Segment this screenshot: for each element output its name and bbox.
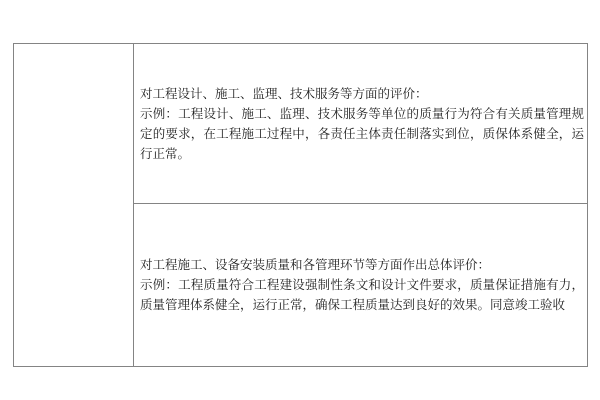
evaluation-column — [134, 44, 587, 366]
merged-label-cell — [14, 44, 134, 366]
evaluation-cell-overall-quality — [134, 204, 587, 366]
evaluation-cell-design-services — [134, 44, 587, 204]
evaluation-example-text: 示例：工程设计、施工、监理、技术服务等单位的质量行为符合有关质量管理规定的要求，在工程施工过程中，各责任主体责任制落实到位，质保体系健全，运行正常。 — [140, 105, 584, 161]
evaluation-title: 对工程施工、设备安装质量和各管理环节等方面作出总体评价： — [140, 257, 491, 272]
evaluation-table — [13, 43, 588, 367]
evaluation-example-text: 示例：工程质量符合工程建设强制性条文和设计文件要求，质量保证措施有力，质量管理体系健全，运行正常，确保工程质量达到良好的效果。同意竣工验收 — [140, 277, 584, 312]
evaluation-title: 对工程设计、施工、监理、技术服务等方面的评价： — [140, 85, 428, 101]
